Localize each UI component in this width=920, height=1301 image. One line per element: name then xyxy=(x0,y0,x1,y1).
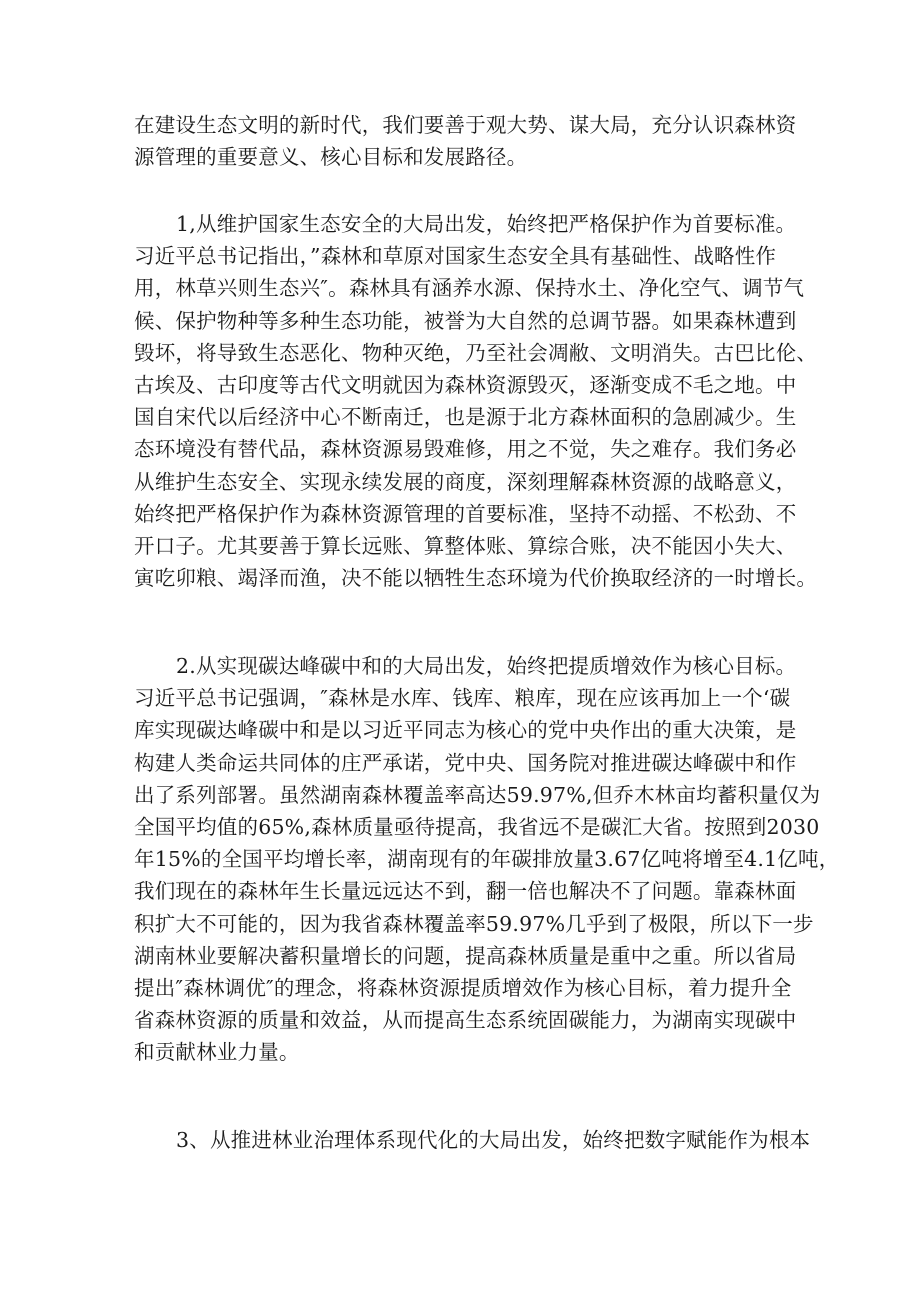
text-line: 在建设生态文明的新时代，我们要善于观大势、谋大局，充分认识森林资 xyxy=(134,113,797,137)
text-line: 库实现碳达峰碳中和是以习近平同志为核心的党中央作出的重大决策，是 xyxy=(134,718,797,743)
text-line: 用，林草兴则生态兴″。森林具有涵养水源、保持水土、净化空气、调节气 xyxy=(134,276,805,301)
paragraph-intro xyxy=(134,109,797,173)
paragraph-section-2 xyxy=(134,650,840,1068)
text-line: 态环境没有替代品，森林资源易毁难修，用之不觉，失之难存。我们务必 xyxy=(134,437,797,462)
text-line: 古埃及、古印度等古代文明就因为森林资源毁灭，逐渐变成不毛之地。中 xyxy=(134,372,797,397)
text-line: 省森林资源的质量和效益，从而提高生态系统固碳能力，为湖南实现碳中 xyxy=(134,1008,797,1033)
text-line: 年15%的全国平均增长率，湖南现有的年碳排放量3.67亿吨将增至4.1亿吨， xyxy=(134,847,840,872)
text-line: 提出″森林调优″的理念，将森林资源提质增效作为核心目标，着力提升全 xyxy=(134,975,792,1000)
text-line: 毁坏，将导致生态恶化、物种灭绝，乃至社会凋敝、文明消失。古巴比伦、 xyxy=(134,340,818,365)
paragraph-section-1 xyxy=(134,208,818,594)
section-heading-3: 3、从推进林业治理体系现代化的大局出发，始终把数字赋能作为根本 xyxy=(176,1128,811,1152)
text-line: 积扩大不可能的，因为我省森林覆盖率59.97%几乎到了极限，所以下一步 xyxy=(134,911,814,936)
text-line: 始终把严格保护作为森林资源管理的首要标准，坚持不动摇、不松劲、不 xyxy=(134,501,797,526)
section-heading-1: 1,从维护国家生态安全的大局出发，始终把严格保护作为首要标准。 xyxy=(176,212,797,236)
text-line: 习近平总书记指出，”森林和草原对国家生态安全具有基础性、战略性作 xyxy=(134,244,777,269)
section-heading-2: 2.从实现碳达峰碳中和的大局出发，始终把提质增效作为核心目标。 xyxy=(176,654,797,678)
text-line: 构建人类命运共同体的庄严承诺，党中央、国务院对推进碳达峰碳中和作 xyxy=(134,750,797,775)
text-line: 候、保护物种等多种生态功能，被誉为大自然的总调节器。如果森林遭到 xyxy=(134,308,797,333)
text-line: 我们现在的森林年生长量远远达不到，翻一倍也解决不了问题。靠森林面 xyxy=(134,879,797,904)
text-line: 源管理的重要意义、核心目标和发展路径。 xyxy=(134,145,528,170)
text-line: 国自宋代以后经济中心不断南迁，也是源于北方森林面积的急剧减少。生 xyxy=(134,405,797,430)
text-line: 开口子。尤其要善于算长远账、算整体账、算综合账，决不能因小失大、 xyxy=(134,533,797,558)
text-line: 全国平均值的65%,森林质量亟待提高，我省远不是碳汇大省。按照到2030 xyxy=(134,814,820,839)
text-line: 从维护生态安全、实现永续发展的商度，深刻理解森林资源的战略意义， xyxy=(134,469,797,494)
text-line: 习近平总书记强调，″森林是水库、钱库、粮库，现在应该再加上一个‘碳 xyxy=(134,686,791,711)
text-line: 湖南林业要解决蓄积量增长的问题，提高森林质量是重中之重。所以省局 xyxy=(134,943,797,968)
text-line: 和贡献林业力量。 xyxy=(134,1040,300,1065)
text-line: 寅吃卯粮、竭泽而渔，决不能以牺牲生态环境为代价换取经济的一时增长。 xyxy=(134,566,818,591)
paragraph-section-3 xyxy=(134,1124,811,1156)
text-line: 出了系列部署。虽然湖南森林覆盖率高达59.97%,但乔木林亩均蓄积量仅为 xyxy=(134,782,821,807)
